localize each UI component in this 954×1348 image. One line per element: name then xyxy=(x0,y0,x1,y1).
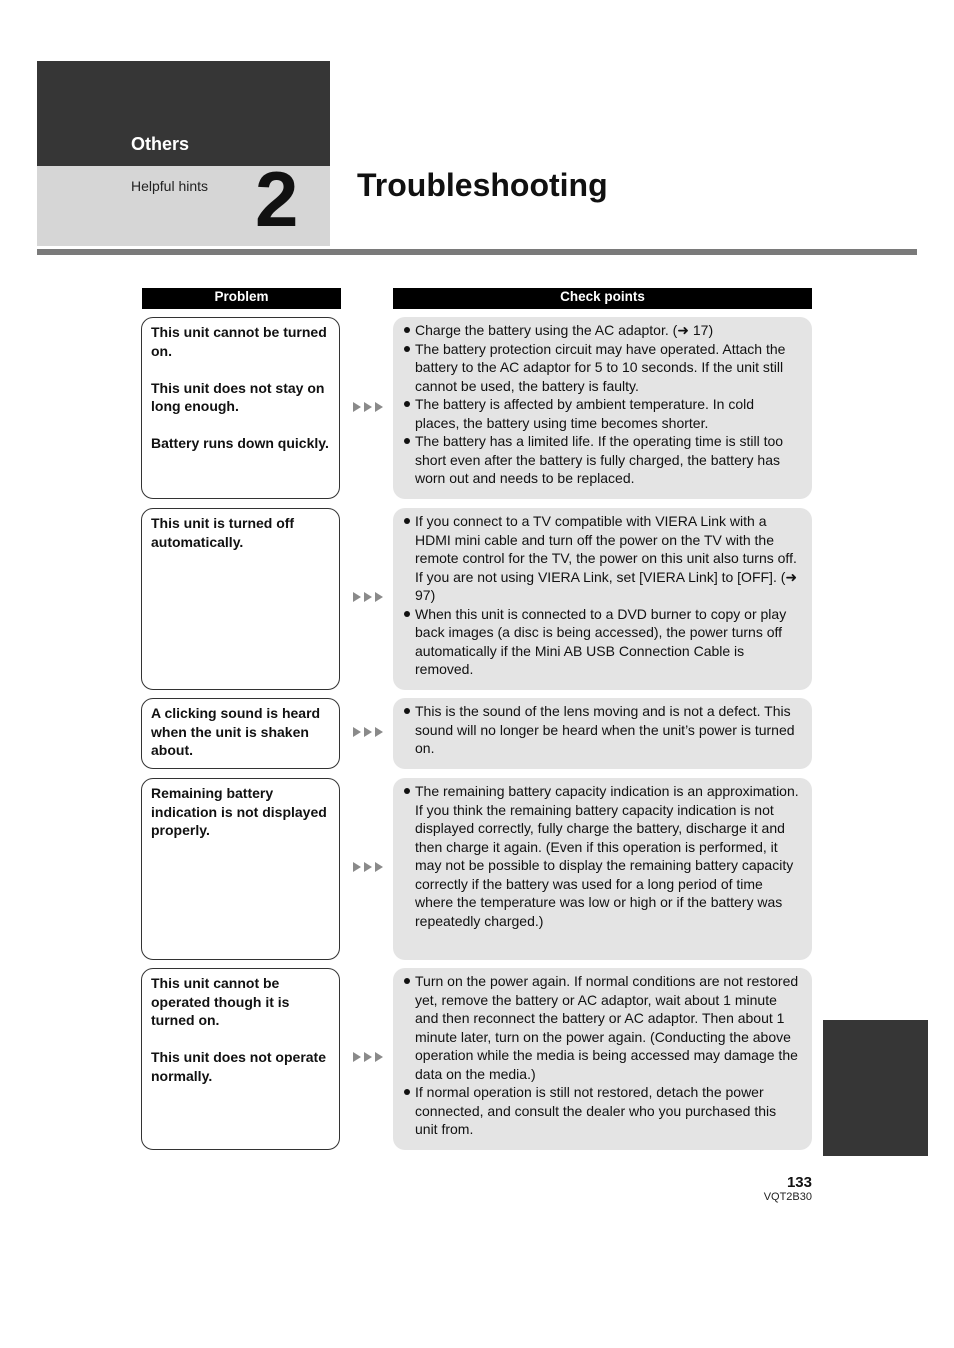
problem-cell-5 xyxy=(141,968,340,1150)
page-number: 133 xyxy=(786,1174,812,1191)
problem-cell-1 xyxy=(141,317,340,499)
check-cell-1 xyxy=(393,317,812,499)
check-item: Charge the battery using the AC adaptor. (➜ 17) xyxy=(403,321,802,340)
problem-text: This unit is turned off automatically. xyxy=(151,515,295,550)
check-item: The battery is affected by ambient temperature. In cold places, the battery using time becomes shorter. xyxy=(403,395,802,432)
problem-text: A clicking sound is heard when the unit is shaken about. xyxy=(151,705,321,758)
triple-arrow-icon xyxy=(353,1052,383,1062)
check-item: The battery has a limited life. If the operating time is still too short even after the battery is fully charged, the battery has worn out and needs to be replaced. xyxy=(403,432,802,488)
triple-arrow-icon xyxy=(353,727,383,737)
column-header-check-points: Check points xyxy=(393,288,812,309)
check-item: If you connect to a TV compatible with VIERA Link with a HDMI mini cable and turn off the power on the TV with the remote control for the TV, the power on this unit also turns off. If you are not using VIERA Link, set [VIERA Link] to [OFF]. (➜ 97) xyxy=(403,512,802,605)
triple-arrow-icon xyxy=(353,402,383,412)
column-header-problem: Problem xyxy=(142,288,341,309)
header-rule xyxy=(37,249,917,255)
problem-cell-2 xyxy=(141,508,340,690)
subsection-label: Helpful hints xyxy=(131,178,209,194)
problem-cell-4 xyxy=(141,778,340,960)
problem-cell-3 xyxy=(141,698,340,769)
check-cell-3 xyxy=(393,698,812,769)
check-item-extra: If you think the remaining battery capacity indication is not displayed correctly, fully charge the battery, discharge it and then charge it again. (Even if this operation is performed, it may not be possible to display the remaining battery capacity correctly if the battery was used for a long period of time where the temperature was low or high or if the battery was repeatedly charged.) xyxy=(415,801,794,929)
check-item: The battery protection circuit may have operated. Attach the battery to the AC adaptor for 5 to 10 seconds. If the unit still cannot be used, the battery is faulty. xyxy=(403,340,802,396)
chapter-number: 2 xyxy=(255,155,299,243)
problem-text: Battery runs down quickly. xyxy=(151,435,329,451)
check-item-text: The remaining battery capacity indication is an approximation. xyxy=(415,783,799,799)
side-thumb-tab xyxy=(823,1020,928,1156)
check-cell-5 xyxy=(393,968,812,1150)
problem-text: Remaining battery indication is not displayed properly. xyxy=(151,785,327,838)
problem-text: This unit does not stay on long enough. xyxy=(151,379,325,414)
problem-text: This unit cannot be turned on. xyxy=(151,324,327,359)
check-cell-4 xyxy=(393,778,812,960)
check-item: When this unit is connected to a DVD burner to copy or play back images (a disc is being accessed), the power turns off automatically if the Mini AB USB Connection Cable is removed. xyxy=(403,605,802,679)
check-item: This is the sound of the lens moving and is not a defect. This sound will no longer be heard when the unit’s power is turned on. xyxy=(403,702,802,758)
check-cell-2 xyxy=(393,508,812,690)
problem-text: This unit cannot be operated though it is turned on. xyxy=(151,975,290,1028)
problem-text: This unit does not operate normally. xyxy=(151,1049,327,1084)
triple-arrow-icon xyxy=(353,862,383,872)
page-title: Troubleshooting xyxy=(357,167,608,203)
check-item xyxy=(403,782,802,930)
triple-arrow-icon xyxy=(353,592,383,602)
section-label: Others xyxy=(131,134,190,154)
check-item: Turn on the power again. If normal conditions are not restored yet, remove the battery or AC adaptor, wait about 1 minute and then reconnect the battery or AC adaptor. Then about 1 minute later, turn on the power again. (Conducting the above operation while the media is being accessed may damage the data on the media.) xyxy=(403,972,802,1083)
check-item: If normal operation is still not restored, detach the power connected, and consult the dealer who you purchased this unit from. xyxy=(403,1083,802,1139)
model-code: VQT2B30 xyxy=(763,1191,812,1203)
